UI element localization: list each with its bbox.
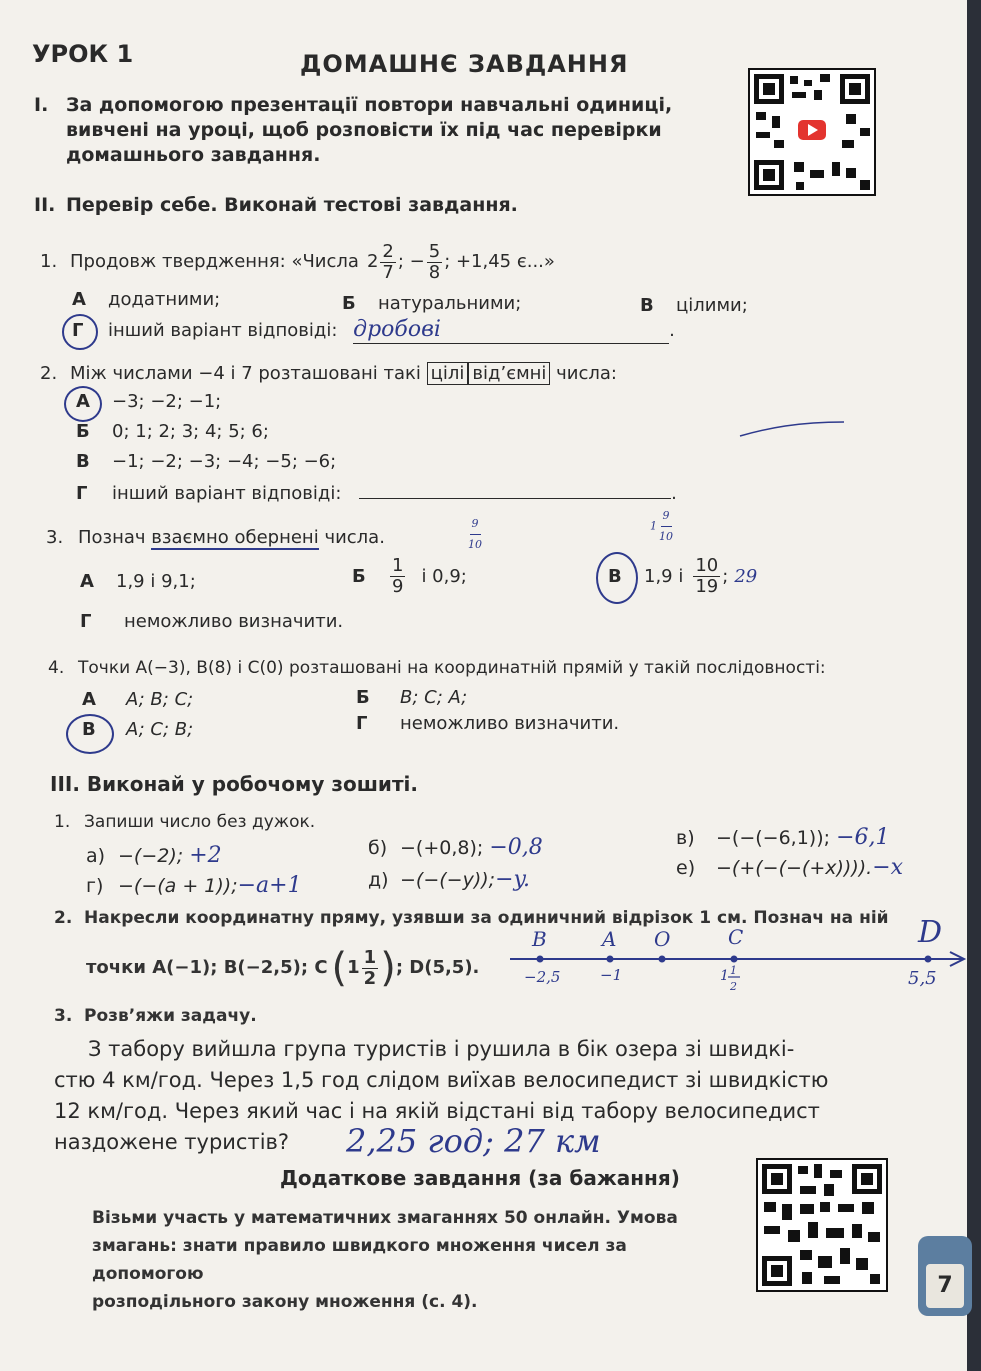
selection-circle-q3 — [596, 552, 638, 604]
section-2-number: II. — [34, 194, 56, 216]
selection-circle-q2 — [64, 386, 102, 422]
option-text: 1,9 і 9,1; — [116, 571, 196, 592]
problem-line-1: З табору вийшла група туристів і рушила в бік озера зі швидкі- — [88, 1037, 795, 1061]
label-d: D — [918, 915, 943, 950]
problem-line-3: 12 км/год. Через який час і на якій відстані від табору велосипедист — [54, 1099, 820, 1123]
point-o-dot — [659, 956, 666, 963]
fraction-numerator: 5 — [428, 240, 441, 262]
fraction-numerator: 1 — [363, 946, 377, 968]
question-3-number: 3. — [46, 527, 64, 548]
task-1-stem — [54, 810, 315, 834]
q2-option-g[interactable] — [76, 480, 677, 506]
value-c-numerator: 1 — [730, 964, 737, 977]
answer-blank[interactable] — [359, 480, 671, 499]
option-letter: А — [80, 571, 94, 592]
question-2-number: 2. — [40, 363, 58, 384]
q1-option-v[interactable] — [640, 294, 748, 318]
option-text: неможливо визначити. — [400, 713, 620, 734]
extra-line-1: Візьми участь у математичних змаганнях 50 онлайн. Умова — [92, 1208, 678, 1228]
option-text: B; C; A; — [400, 687, 468, 708]
point-c-whole: 1 — [347, 957, 360, 978]
item-letter: в) — [676, 827, 695, 849]
q4-option-a[interactable] — [82, 688, 193, 712]
option-text: 0; 1; 2; 3; 4; 5; 6; — [112, 421, 269, 442]
section-2-title: Перевір себе. Виконай тестові завдання. — [66, 194, 518, 216]
selection-circle-q1 — [62, 314, 98, 350]
item-letter: а) — [86, 845, 106, 867]
option-text: неможливо визначити. — [124, 611, 344, 632]
q4-option-g[interactable] — [356, 712, 619, 736]
handwritten-answer: −a+1 — [237, 873, 302, 898]
value-a: −1 — [600, 966, 623, 984]
fraction-1-9 — [390, 556, 405, 597]
question-3-text-b: числа. — [324, 527, 385, 548]
qr-pattern-icon — [758, 1160, 886, 1290]
handwritten-answer: −y. — [495, 867, 530, 892]
fraction-numerator: 1 — [392, 555, 404, 576]
qr-pattern-icon — [750, 70, 874, 194]
section-1-line-3: домашнього завдання. — [66, 144, 321, 166]
question-4-number: 4. — [48, 658, 65, 678]
label-o: O — [654, 927, 671, 951]
section-3-title: Виконай у робочому зошиті. — [86, 772, 418, 796]
fraction-denominator: 2 — [363, 967, 377, 989]
option-text: −3; −2; −1; — [112, 391, 222, 412]
option-letter: Б — [342, 293, 356, 314]
points-suffix: ; D(5,5). — [395, 957, 480, 978]
fraction-denominator: 8 — [428, 261, 441, 283]
section-1-line-1: За допомогою презентації повтори навчальні одиниці, — [66, 94, 673, 116]
question-1-whole: 2 — [366, 251, 379, 272]
option-text: інший варіант відповіді: — [108, 320, 338, 341]
q3-option-a[interactable] — [80, 570, 196, 594]
extra-task-text — [92, 1204, 742, 1316]
option-letter: Б — [352, 565, 366, 587]
page-edge — [967, 0, 981, 1371]
fraction-numerator: 10 — [695, 555, 719, 576]
question-4-stem — [48, 656, 826, 680]
task-1-e — [676, 856, 903, 880]
task-3-number: 3. — [54, 1006, 73, 1026]
option-text: і 0,9; — [421, 565, 467, 587]
question-3-stem — [46, 526, 385, 550]
option-letter: В — [82, 719, 96, 740]
label-c: C — [728, 925, 744, 949]
option-letter: А — [72, 289, 86, 310]
bracket-right-icon: ) — [380, 945, 396, 991]
fraction-denominator: 9 — [392, 576, 404, 597]
option-letter: Г — [80, 611, 92, 632]
option-letter: В — [76, 451, 90, 472]
question-1-sep-2: ; +1,45 є...» — [444, 251, 555, 272]
margin-note-1 — [466, 514, 484, 555]
option-letter: В — [608, 565, 622, 587]
fraction-5-8 — [427, 242, 442, 283]
answer-blank[interactable] — [353, 318, 669, 344]
option-letter: В — [640, 295, 654, 316]
question-1-stem — [40, 236, 555, 288]
selection-circle-q4 — [66, 714, 114, 754]
task-3-heading — [54, 1004, 257, 1028]
q3-option-g[interactable] — [80, 610, 343, 634]
item-expression: −(−(a + 1)); — [118, 875, 238, 897]
page-title: ДОМАШНЄ ЗАВДАННЯ — [300, 50, 629, 78]
item-letter: б) — [368, 837, 388, 859]
section-1-line-2: вивчені на уроці, щоб розповісти їх під час перевірки — [66, 119, 662, 141]
task-2-points — [86, 940, 479, 996]
question-1-prefix: Продовж твердження: «Числа — [70, 251, 359, 272]
point-a-dot — [607, 956, 614, 963]
item-expression: −(+(−(−(+x)))). — [716, 857, 873, 879]
option-text: інший варіант відповіді: — [112, 483, 342, 504]
note-fraction — [468, 514, 482, 555]
item-letter: г) — [86, 875, 104, 897]
task-1-g — [86, 874, 302, 898]
option-letter: Г — [76, 483, 88, 504]
fraction-2-7 — [380, 242, 395, 283]
task-3-title: Розв’яжи задачу. — [84, 1006, 257, 1026]
value-d: 5,5 — [908, 968, 937, 989]
note-numerator: 9 — [470, 514, 481, 535]
value-c-whole: 1 — [720, 968, 729, 984]
option-text: натуральними; — [378, 293, 522, 314]
task-1-b — [368, 836, 543, 860]
point-c-dot — [731, 956, 738, 963]
question-2-text-b: числа: — [556, 363, 618, 384]
option-text: A; C; B; — [126, 719, 194, 740]
point-b-dot — [537, 956, 544, 963]
points-prefix: точки A(−1); B(−2,5); C — [86, 957, 328, 978]
handwritten-answer: −x — [872, 855, 904, 880]
q2-option-b[interactable] — [76, 420, 269, 444]
option-letter: Г — [356, 713, 368, 734]
point-d-dot — [925, 956, 932, 963]
q1-option-g[interactable] — [72, 318, 675, 344]
option-text: A; B; C; — [126, 689, 194, 710]
section-2-heading — [34, 193, 518, 218]
handwritten-answer: −0,8 — [489, 835, 543, 860]
fraction-denominator: 7 — [382, 261, 394, 283]
label-a: A — [602, 927, 617, 951]
item-expression: −(−2); — [118, 845, 184, 867]
option-end: ; — [722, 565, 729, 587]
extra-line-2: змагань: знати правило швидкого множення чисел за допомогою — [92, 1236, 627, 1284]
handwritten-answer: дробові — [353, 317, 441, 342]
option-letter: А — [76, 391, 90, 412]
question-1-number: 1. — [40, 251, 58, 272]
question-2-stem — [40, 362, 617, 386]
item-letter: д) — [368, 869, 389, 891]
question-3-text-a: Познач — [78, 527, 146, 548]
option-text: 1,9 і — [644, 565, 684, 587]
task-1-number: 1. — [54, 812, 71, 832]
q3-option-b[interactable] — [352, 556, 467, 597]
fraction-denominator: 19 — [695, 576, 719, 597]
task-1-d — [368, 868, 530, 892]
option-letter: Б — [76, 421, 90, 442]
boxed-word-integer: цілі — [427, 362, 469, 385]
end-dot: . — [669, 320, 675, 341]
option-text: додатними; — [108, 289, 221, 310]
pen-stroke-icon — [738, 418, 848, 442]
fraction-numerator: 2 — [382, 240, 394, 262]
section-1 — [34, 93, 672, 168]
point-c-fraction — [362, 948, 379, 989]
item-expression: −(−(−6,1)); — [716, 827, 831, 849]
q2-option-v[interactable] — [76, 450, 336, 474]
value-b: −2,5 — [524, 968, 561, 986]
item-letter: е) — [676, 857, 696, 879]
option-text: −1; −2; −3; −4; −5; −6; — [112, 451, 337, 472]
note-denominator: 10 — [659, 530, 673, 543]
problem-line-4: наздожене туристів? — [54, 1130, 290, 1154]
section-1-number: I. — [34, 94, 49, 116]
question-3-underlined: взаємно обернені — [151, 527, 319, 548]
extra-task-title: Додаткове завдання (за бажання) — [280, 1166, 680, 1190]
bracket-left-icon: ( — [331, 945, 348, 991]
extra-line-3: розподільного закону множення (с. 4). — [92, 1292, 478, 1312]
task-2-number: 2. — [54, 908, 73, 928]
item-expression: −(−(−y)); — [400, 869, 496, 891]
question-4-text: Точки A(−3), B(8) і C(0) розташовані на координатній прямій у такій послідовності: — [78, 658, 826, 678]
task-1-text: Запиши число без дужок. — [84, 812, 316, 832]
option-letter: А — [82, 689, 96, 710]
q4-option-b[interactable] — [356, 686, 467, 710]
qr-code-presentation[interactable] — [748, 68, 876, 196]
note-whole: 1 — [650, 519, 657, 533]
option-text: цілими; — [676, 295, 748, 316]
section-3-number: III. — [50, 772, 80, 796]
margin-note-2 — [650, 506, 675, 547]
page-number: 7 — [926, 1264, 964, 1308]
question-1-sep-1: ; − — [397, 251, 425, 272]
option-letter: Г — [72, 320, 84, 341]
qr-code-competition[interactable] — [756, 1158, 888, 1292]
fraction-10-19 — [693, 556, 720, 597]
end-dot: . — [671, 483, 677, 504]
handwritten-solution: 2,25 год; 27 км — [346, 1122, 601, 1160]
number-line-drawing — [504, 912, 974, 996]
note-denominator: 10 — [468, 538, 482, 551]
task-1-a — [86, 844, 222, 868]
section-3-heading — [50, 772, 418, 797]
task-1-v — [676, 826, 890, 850]
note-numerator: 9 — [661, 506, 672, 527]
note-fraction — [659, 506, 673, 547]
task-2-text: Накресли координатну пряму, узявши за одиничний відрізок 1 см. Познач на ній — [84, 908, 889, 928]
handwritten-note: 29 — [734, 565, 758, 587]
question-2-text-a: Між числами −4 і 7 розташовані такі — [70, 363, 421, 384]
problem-line-2: стю 4 км/год. Через 1,5 год слідом виїхав велосипедист зі швидкістю — [54, 1068, 829, 1092]
lesson-label: УРОК 1 — [32, 40, 134, 68]
handwritten-answer: +2 — [189, 843, 222, 868]
q1-option-b[interactable] — [342, 292, 521, 316]
value-c-denominator: 2 — [730, 980, 737, 993]
option-letter: Б — [356, 687, 370, 708]
item-expression: −(+0,8); — [400, 837, 484, 859]
q1-option-a[interactable] — [72, 288, 220, 312]
boxed-word-negative: від’ємні — [468, 362, 550, 385]
handwritten-answer: −6,1 — [836, 825, 890, 850]
label-b: B — [532, 927, 547, 951]
page-number-badge — [918, 1236, 972, 1316]
